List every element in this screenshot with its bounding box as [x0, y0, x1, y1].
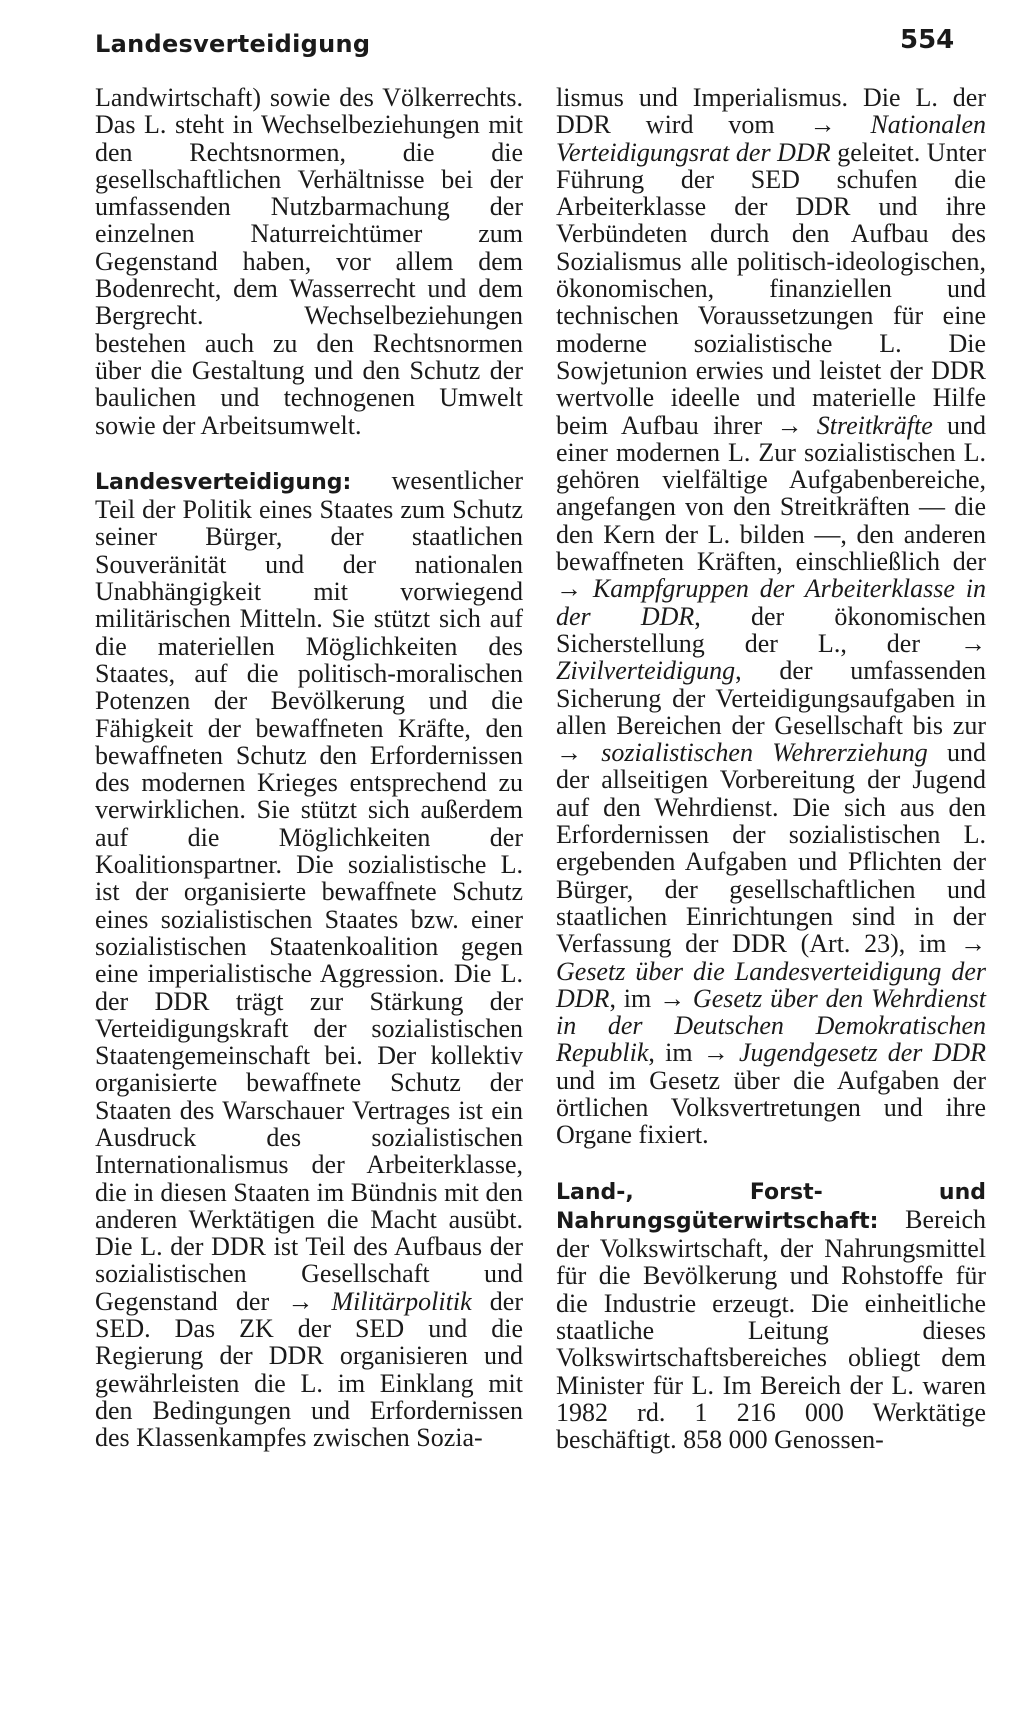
entry-headword: Landesverteidigung:: [95, 469, 352, 495]
cross-reference[interactable]: Kampfgruppen der Arbeiterklasse in der DDR: [556, 574, 986, 631]
cross-reference-arrow-icon: →: [702, 1038, 729, 1068]
cross-reference-arrow-icon: →: [960, 628, 987, 658]
cross-reference[interactable]: Jugendgesetz der DDR: [738, 1038, 987, 1068]
entry-land-forst-nahrungsgueterwirtschaft: Land-, Forst- und Nahrungsgüterwirtschaft: Bereich der Volkswirtschaft, der Nahrungsmittel für die Bevölkerung und Rohstoffe für die Industrie erzeugt. Die einheitliche staatliche Leitung dieses Volkswirtschaftsbereiches obliegt dem Minister für L. Im Bereich der L. waren 1982 rd. 1 216 000 Werktätige beschäftigt. 858 000 Genossen-: [556, 1179, 986, 1455]
entry-landesverteidigung-continued: lismus und Imperialismus. Die L. der DDR wird vom → Nationalen Verteidigungsrat der DDR geleitet. Unter Führung der SED schufen die Arbeiterklasse der DDR und ihre Verbündeten durch den Aufbau des Sozialismus alle politisch-ideologischen, ökonomischen, finanziellen und technischen Voraussetzungen für eine moderne sozialistische L. Die Sowjetunion erwies und leistet der DDR wertvolle ideelle und materielle Hilfe beim Aufbau ihrer → Streitkräfte und einer modernen L. Zur sozialistischen L. gehören vielfältige Aufgabenbereiche, angefangen von den Streitkräften — die den Kern der L. bilden —, den anderen bewaffneten Kräften, einschließlich der → Kampfgruppen der Arbeiterklasse in der DDR, der ökonomischen Sicherstellung der L., der → Zivilverteidigung, der umfassenden Sicherung der Verteidigungsaufgaben in allen Bereichen der Gesellschaft bis zur → sozialistischen Wehrerziehung und der allseitigen Vorbereitung der Jugend auf den Wehrdienst. Die sich aus den Erfordernissen der sozialistischen L. ergebenden Aufgaben und Pflichten der Bürger, der gesellschaftlichen und staatlichen Einrichtungen sind in der Verfassung der DDR (Art. 23), im → Gesetz über die Landesverteidigung der DDR, im → Gesetz über den Wehrdienst in der Deutschen Demokratischen Republik, im → Jugendgesetz der DDR und im Gesetz über die Aufgaben der örtlichen Volksvertretungen und ihre Organe fixiert.: [556, 83, 987, 1150]
running-head: Landesverteidigung: [95, 30, 371, 58]
left-column: [95, 84, 523, 1452]
cross-reference[interactable]: Nationalen Verteidigungsrat der DDR: [556, 110, 987, 167]
right-column: [556, 84, 986, 1454]
cross-reference-arrow-icon: →: [809, 110, 836, 140]
continuation-paragraph: Landwirtschaft) sowie des Völkerrechts. Das L. steht in Wechselbeziehungen mit den Rechtsnormen, die die gesellschaftlichen Verhältnisse bei der umfassenden Nutzbarmachung der einzelnen Naturreichtümer zum Gegenstand haben, vor allem dem Bodenrecht, dem Wasserrecht und dem Bergrecht. Wechselbeziehungen bestehen auch zu den Rechtsnormen über die Gestaltung und den Schutz der baulichen und technogenen Umwelt sowie der Arbeitsumwelt.: [95, 83, 523, 440]
cross-reference-arrow-icon: →: [960, 929, 987, 959]
cross-reference-arrow-icon: →: [556, 738, 582, 768]
entry-landesverteidigung: Landesverteidigung: wesentlicher Teil der Politik eines Staates zum Schutz seiner Bürger, der staatlichen Souveränität und der nationalen Unabhängigkeit mit vorwiegend militärischen Mitteln. Sie stützt sich auf die materiellen Möglichkeiten des Staates, auf die politisch-moralischen Potenzen der Bevölkerung und die Fähigkeit der bewaffneten Kräfte, den bewaffneten Schutz den Erfordernissen des modernen Krieges entsprechend zu verwirklichen. Sie stützt sich außerdem auf die Möglichkeiten der Koalitionspartner. Die sozialistische L. ist der organisierte bewaffnete Schutz eines sozialistischen Staates bzw. einer sozialistischen Staatenkoalition gegen eine imperialistische Aggression. Die L. der DDR trägt zur Stärkung der Verteidigungskraft der sozialistischen Staatengemeinschaft bei. Der kollektiv organisierte bewaffnete Schutz der Staaten des Warschauer Vertrages ist ein Ausdruck des sozialistischen Internationalismus der Arbeiterklasse, die in diesen Staaten im Bündnis mit den anderen Werktätigen die Macht ausübt. Die L. der DDR ist Teil des Aufbaus der sozialistischen Gesellschaft und Gegenstand der → Militärpolitik der SED. Das ZK der SED und die Regierung der DDR organisieren und gewährleisten die L. im Einklang mit den Bedingungen und Erfordernissen des Klassenkampfes zwischen Sozia-: [95, 465, 523, 1453]
cross-reference-arrow-icon: →: [776, 410, 803, 440]
cross-reference-arrow-icon: →: [659, 983, 686, 1013]
cross-reference[interactable]: Militärpolitik: [331, 1286, 472, 1316]
cross-reference[interactable]: Gesetz über die Landesverteidigung der DDR: [556, 956, 986, 1013]
cross-reference[interactable]: sozialistischen Wehrerziehung: [601, 738, 928, 768]
entry-headword: Land-, Forst- und Nahrungsgüterwirtschaft:: [556, 1179, 986, 1234]
page-number: 554: [900, 25, 955, 55]
cross-reference-arrow-icon: →: [287, 1286, 314, 1316]
cross-reference[interactable]: Zivilverteidigung: [556, 656, 736, 686]
cross-reference[interactable]: Gesetz über den Wehrdienst in der Deutschen Demokratischen Republik: [556, 983, 987, 1068]
cross-reference[interactable]: Streitkräfte: [816, 410, 933, 440]
cross-reference-arrow-icon: →: [556, 574, 582, 604]
